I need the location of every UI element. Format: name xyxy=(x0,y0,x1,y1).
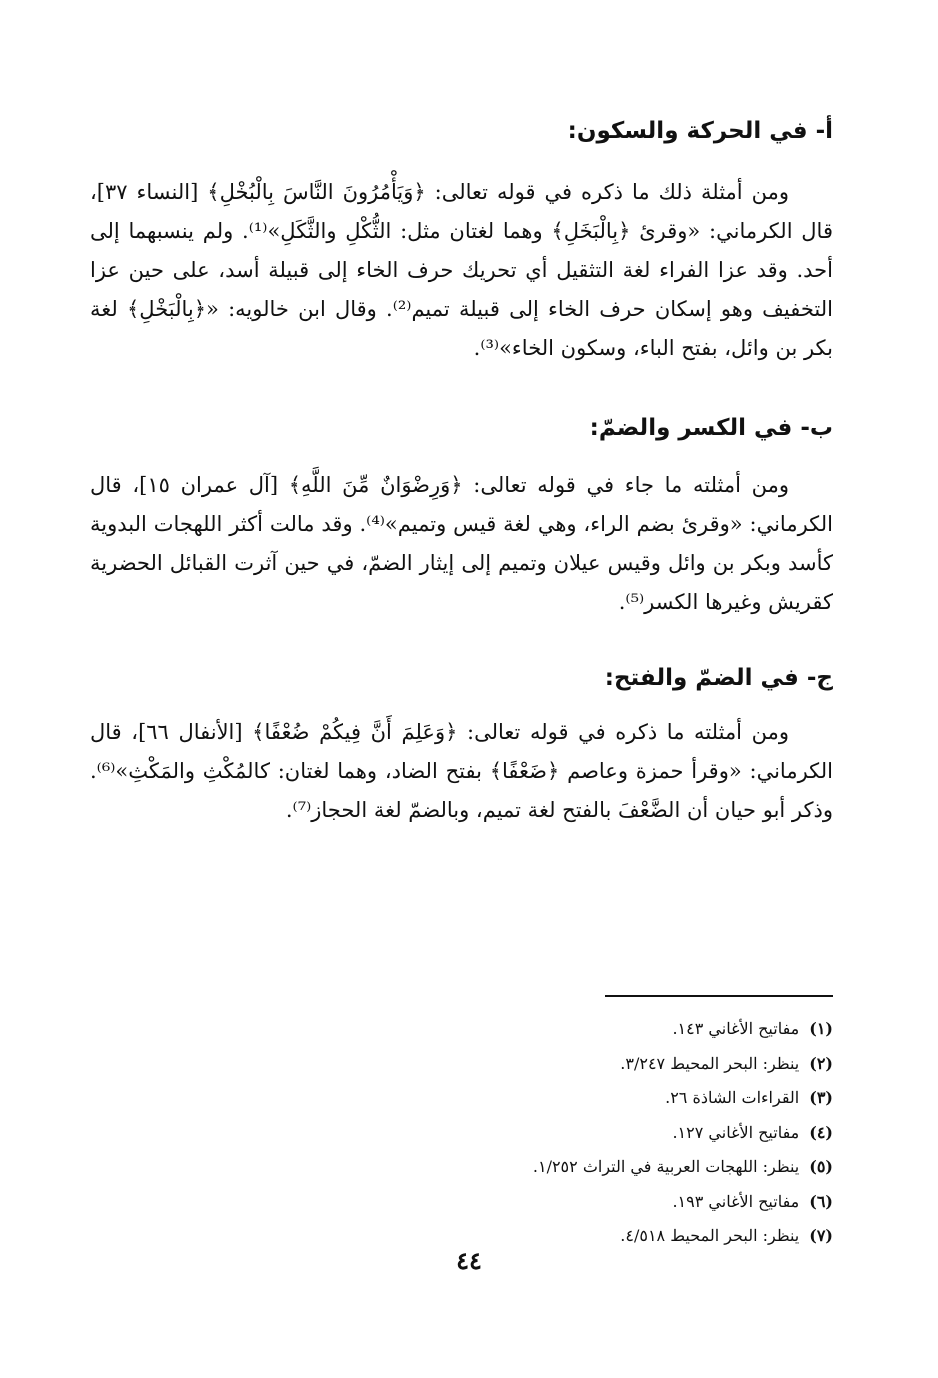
section-heading: ج- في الضمّ والفتح: xyxy=(604,665,833,692)
footnote-number: (٣) xyxy=(809,1088,833,1107)
footnote-text: ينظر: البحر المحيط ٣/٢٤٧. xyxy=(620,1053,800,1073)
footnote-divider xyxy=(605,995,833,997)
footnote xyxy=(90,1047,833,1082)
footnote xyxy=(90,1081,833,1116)
section-paragraph: ومن أمثلته ما جاء في قوله تعالى: ﴿وَرِضْوَانٌ مِّنَ اللَّهِ﴾ [آل عمران ١٥]، قال الكرماني: «وقرئ بضم الراء، وهي لغة قيس وتميم»⁽⁴⁾. وقد مالت أكثر اللهجات البدوية كأسد وبكر بن وائل وقيس عيلان وتميم إلى إيثار الضمّ، في حين آثرت القبائل الحضرية كقريش وغيرها الكسر⁽⁵⁾. xyxy=(90,473,833,615)
footnote-text: مفاتيح الأغاني ١٤٣. xyxy=(672,1019,800,1038)
footnote xyxy=(90,1012,833,1047)
footnote-text: مفاتيح الأغاني ١٩٣. xyxy=(672,1191,800,1211)
footnote-number: (٧) xyxy=(809,1226,833,1245)
page-content xyxy=(90,110,833,830)
footnote-text: القراءات الشاذة ٢٦. xyxy=(665,1088,800,1107)
footnote-number: (٦) xyxy=(809,1191,833,1211)
section-heading: ب- في الكسر والضمّ: xyxy=(589,415,833,442)
footnote xyxy=(90,1116,833,1151)
footnote-text: ينظر: البحر المحيط ٤/٥١٨. xyxy=(620,1226,800,1245)
section-paragraph: ومن أمثلته ما ذكره في قوله تعالى: ﴿وَعَلِمَ أَنَّ فِيكُمْ ضُعْفًا﴾ [الأنفال ٦٦]، قال الكرماني: «وقرأ حمزة وعاصم ﴿ضَعْفًا﴾ بفتح الضاد، وهما لغتان: كالمُكْثِ والمَكْثِ»⁽⁶⁾. وذكر أبو حيان أن الضَّعْفَ بالفتح لغة تميم، وبالضمّ لغة الحجاز⁽⁷⁾. xyxy=(90,719,833,822)
footnote-number: (٢) xyxy=(809,1053,833,1073)
footnotes-list xyxy=(90,1012,833,1254)
page-number: ٤٤ xyxy=(456,1246,482,1275)
section-paragraph: ومن أمثلة ذلك ما ذكره في قوله تعالى: ﴿وَيَأْمُرُونَ النَّاسَ بِالْبُخْلِ﴾ [النساء ٣٧]، قال الكرماني: «وقرئ ﴿بِالْبَخَلِ﴾ وهما لغتان مثل: الثُّكْلِ والثَّكَلِ»⁽¹⁾. ولم ينسبهما إلى أحد. وقد عزا الفراء لغة التثقيل أي تحريك حرف الخاء إلى قبيلة أسد، على حين عزا التخفيف وهو إسكان حرف الخاء إلى قبيلة تميم⁽²⁾. وقال ابن خالويه: «﴿بِالْبَخْلِ﴾ لغة بكر بن وائل، بفتح الباء، وسكون الخاء»⁽³⁾. xyxy=(90,180,834,361)
footnote-number: (٥) xyxy=(809,1157,833,1176)
footnote-number: (١) xyxy=(809,1019,833,1038)
footnote-text: ينظر: اللهجات العربية في التراث ١/٢٥٢. xyxy=(532,1157,800,1176)
footnote xyxy=(90,1150,833,1185)
footnote-text: مفاتيح الأغاني ١٢٧. xyxy=(672,1122,800,1142)
footnote-number: (٤) xyxy=(809,1122,833,1142)
footnote xyxy=(90,1185,833,1220)
section-heading: أ- في الحركة والسكون: xyxy=(567,118,833,144)
